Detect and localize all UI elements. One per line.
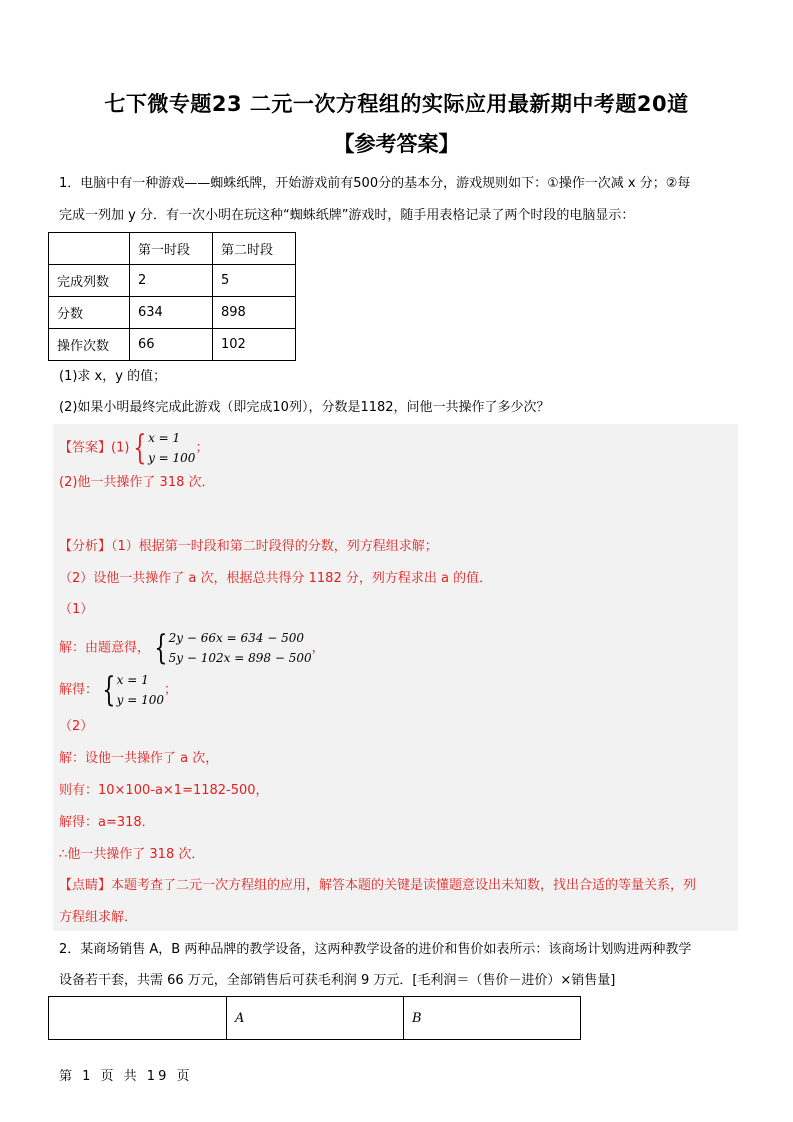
q2-text-line1: 2．某商场销售 A，B 两种品牌的教学设备，这两种教学设备的进价和售价如表所示：该商场计划购进两种教学 (59, 942, 692, 957)
comment-line2: 方程组求解． (59, 910, 138, 925)
solution1-text: 解：由题意得， (59, 640, 151, 656)
comment-line1: 【点睛】本题考查了二元一次方程组的应用，解答本题的关键是读懂题意设出未知数，找出合适的等量关系，列 (59, 878, 697, 893)
table-cell (49, 233, 130, 265)
solution1-end: ， (311, 640, 325, 656)
answer-line1 (59, 428, 208, 468)
q1-part2: (2)如果小明最终完成此游戏（即完成10列），分数是1182，问他一共操作了多少次？ (59, 400, 550, 415)
answer-system: { x = 1 y = 100 (133, 428, 196, 468)
table-cell: 分数 (49, 297, 130, 329)
solution1-label: （1） (59, 602, 94, 617)
solution1-result-end: ； (164, 682, 178, 698)
q1-part1: (1)求 x，y 的值； (59, 369, 167, 384)
q1-text-line1: 1．电脑中有一种游戏——蜘蛛纸牌，开始游戏前有500分的基本分，游戏规则如下：①操作一次减 x 分；②每 (59, 176, 691, 191)
table-row (49, 297, 296, 329)
table-cell (49, 997, 227, 1040)
table-cell: 第二时段 (213, 233, 296, 265)
table-cell: 102 (213, 329, 296, 361)
table-row (49, 265, 296, 297)
table-cell: 634 (130, 297, 213, 329)
equation: 2y − 66x = 634 − 500 (168, 631, 304, 645)
q2-text-line2: 设备若干套，共需 66 万元，全部销售后可获毛利润 9 万元．[毛利润＝（售价－进价）×销售量] (59, 973, 616, 988)
equation: x = 1 (116, 673, 149, 687)
solution2-label: （2） (59, 719, 94, 734)
table-row (49, 997, 581, 1040)
answer-line2: (2)他一共操作了 318 次． (59, 475, 215, 490)
table-cell: 完成列数 (49, 265, 130, 297)
table-cell: 5 (213, 265, 296, 297)
q2-table (48, 996, 581, 1040)
equation: y = 100 (116, 693, 165, 707)
solution1-line (59, 628, 325, 668)
equation: 5y − 102x = 898 − 500 (168, 651, 312, 665)
equation: x = 1 (148, 431, 181, 445)
table-row (49, 329, 296, 361)
page-footer: 第 1 页 共 19 页 (59, 1069, 193, 1084)
solution1-result-system: { x = 1 y = 100 (102, 670, 165, 710)
table-cell: 操作次数 (49, 329, 130, 361)
solution2-line4: ∴他一共操作了 318 次． (59, 847, 205, 862)
solution1-result (59, 670, 177, 710)
analysis-line2: （2）设他一共操作了 a 次，根据总共得分 1182 分，列方程求出 a 的值． (59, 571, 493, 586)
table-row (49, 233, 296, 265)
page-title: 七下微专题23 二元一次方程组的实际应用最新期中考题20道 (104, 92, 689, 116)
table-cell: 2 (130, 265, 213, 297)
q1-table (48, 232, 296, 361)
solution2-line3: 解得：a=318． (59, 815, 155, 830)
solution2-line2: 则有：10×100-a×1=1182-500， (59, 783, 269, 798)
answer-label: 【答案】(1) (59, 440, 130, 456)
equation: y = 100 (148, 451, 196, 465)
solution1-system: { 2y − 66x = 634 − 500 5y − 102x = 898 − 500 (154, 628, 312, 668)
table-cell: 第一时段 (130, 233, 213, 265)
table-cell: 898 (213, 297, 296, 329)
solve-label: 解得： (59, 682, 99, 698)
page-subtitle: 【参考答案】 (333, 132, 460, 156)
analysis-line1: 【分析】（1）根据第一时段和第二时段得的分数，列方程组求解； (59, 539, 438, 554)
table-cell: 66 (130, 329, 213, 361)
solution2-line1: 解：设他一共操作了 a 次， (59, 751, 219, 766)
answer-end: ； (195, 440, 209, 456)
table-cell: A (227, 997, 404, 1040)
table-cell: B (404, 997, 581, 1040)
q1-text-line2: 完成一列加 y 分．有一次小明在玩这种“蜘蛛纸牌”游戏时，随手用表格记录了两个时段的电脑显示： (59, 208, 635, 223)
